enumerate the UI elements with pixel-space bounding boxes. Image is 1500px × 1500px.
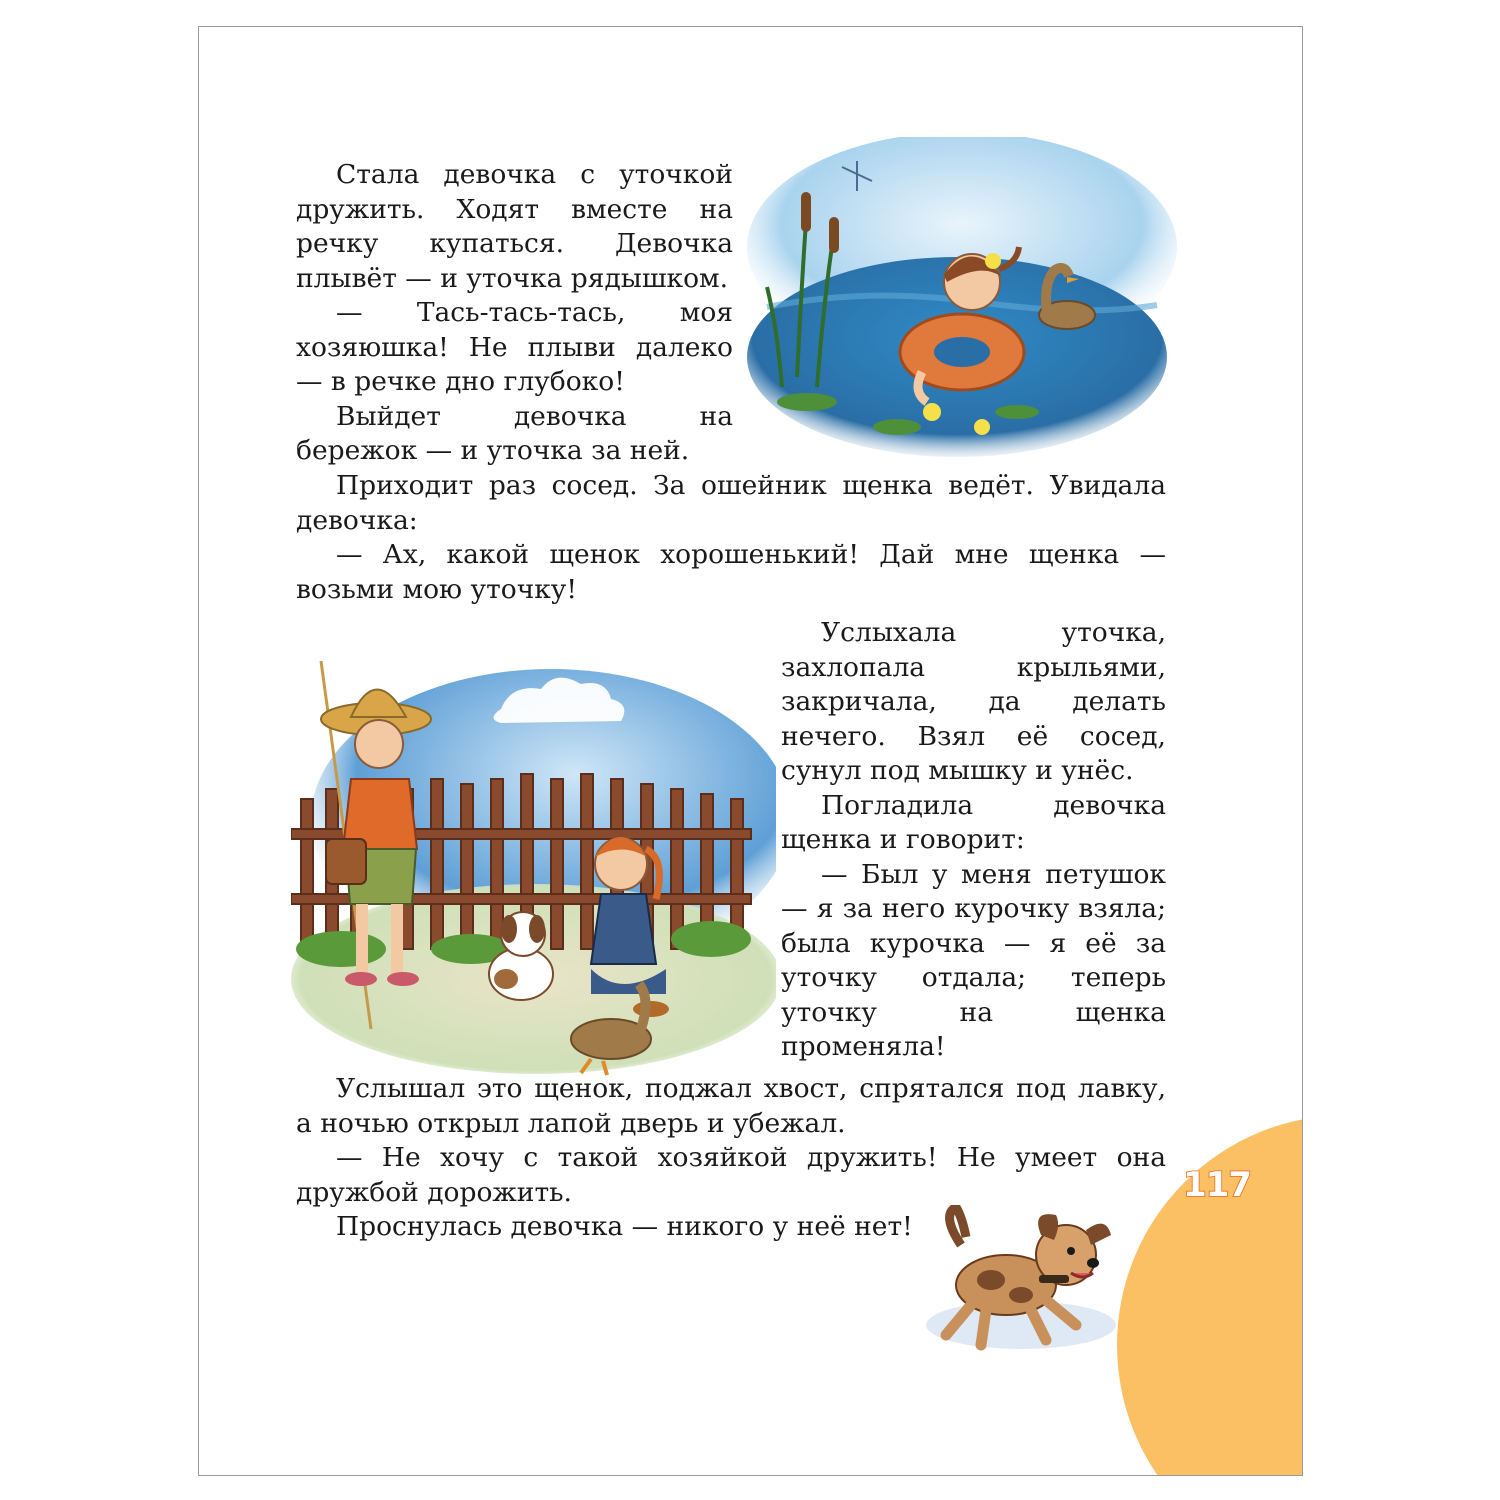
illustration-boy-girl-puppy-fence: [291, 649, 776, 1084]
story-paragraph: — Не хочу с такой хозяйкой дружить! Не умеет она дружбой дорожить.: [296, 1142, 1166, 1208]
illustration-girl-swimming-with-duck: [747, 137, 1177, 459]
illustration-running-puppy: [921, 1205, 1123, 1355]
story-paragraph: — Был у меня петушок — я за него курочку взяла; была курочка — я её за уточку отдала; теперь уточку на щенка променяла!: [781, 858, 1166, 1062]
page-number: 117: [1183, 1165, 1251, 1205]
story-paragraph: Выйдет девочка на бережок — и уточка за ней.: [296, 400, 733, 466]
story-paragraph: — Тась-тась-тась, моя хозяюшка! Не плыви далеко — в речке дно глубоко!: [296, 297, 733, 397]
story-paragraph: Погладила девочка щенка и говорит:: [781, 789, 1166, 855]
story-paragraph: Услышал это щенок, поджал хвост, спрятался под лавку, а ночью открыл лапой дверь и убежал.: [296, 1073, 1166, 1139]
story-paragraph: — Ах, какой щенок хорошенький! Дай мне щенка — возьми мою уточку!: [296, 539, 1166, 605]
story-paragraph: Стала девочка с уточкой дружить. Ходят вместе на речку купаться. Девочка плывёт — и уточка рядышком.: [296, 159, 733, 294]
book-page: [198, 26, 1303, 1476]
story-text-block-1: [296, 158, 733, 469]
story-text-block-2: [296, 469, 1166, 607]
story-paragraph: Услыхала уточка, захлопала крыльями, закричала, да делать нечего. Взял её сосед, сунул под мышку и унёс.: [781, 617, 1166, 786]
story-text-block-3: [781, 616, 1166, 1065]
story-paragraph: Приходит раз сосед. За ошейник щенка ведёт. Увидала девочка:: [296, 470, 1166, 536]
story-paragraph: Проснулась девочка — никого у неё нет!: [336, 1211, 913, 1242]
